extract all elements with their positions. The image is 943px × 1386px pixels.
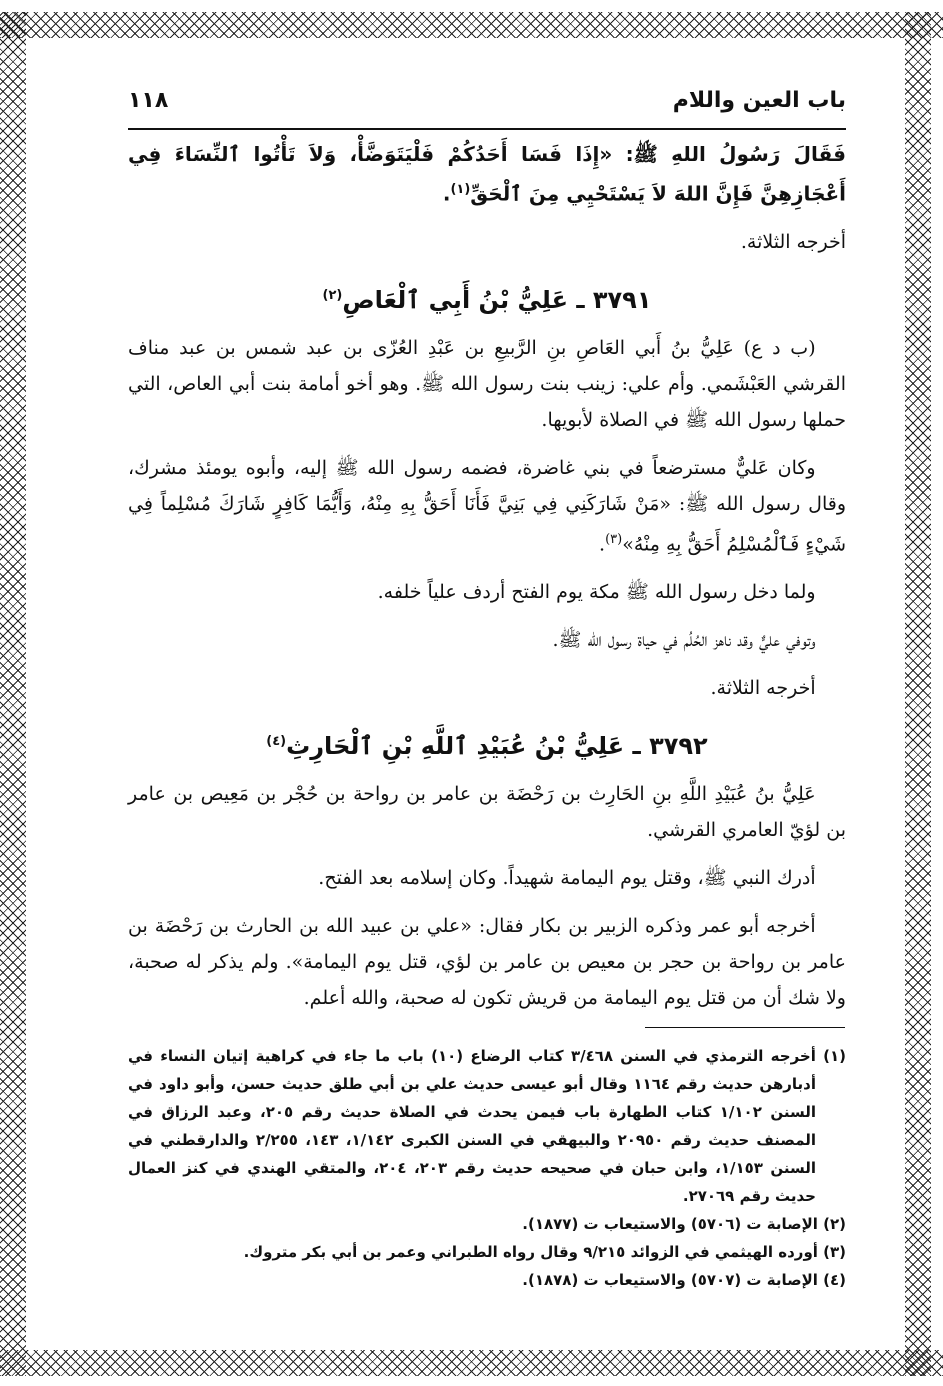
entry-3791-paragraph-4: وتوفي عليٌّ وقد ناهز الحُلُم في حياة رسول الله ﷺ. <box>552 628 816 651</box>
chapter-title: باب العين واللام <box>672 88 846 113</box>
border-left <box>0 12 26 1376</box>
footnote-ref-3: (٣) <box>605 531 623 547</box>
footnote-4: (٤) الإصابة ت (٥٧٠٧) والاستيعاب ت (١٨٧٨). <box>522 1271 846 1289</box>
entry-3791-source: أخرجه الثلاثة. <box>710 676 816 699</box>
page-content <box>128 88 846 1016</box>
page-number: ١١٨ <box>128 88 169 113</box>
footnotes <box>128 1042 846 1294</box>
entry-3791-paragraph-3: ولما دخل رسول الله ﷺ مكة يوم الفتح أردف علياً خلفه. <box>377 580 816 603</box>
intro-source: أخرجه الثلاثة. <box>740 230 846 253</box>
border-top <box>0 12 943 38</box>
footnote-separator <box>645 1027 845 1028</box>
entry-title-3791: ٣٧٩١ ـ عَلِيُّ بْنُ أَبِي ٱلْعَاصِ$^{(٢)}$ <box>322 285 652 314</box>
border-bottom <box>0 1350 943 1376</box>
footnote-ref-4: (٤) <box>266 733 287 749</box>
entry-3792-paragraph-1: عَلِيُّ بنُ عُبَيْدِ اللَّهِ بنِ الحَارِث بن رَحْضَة بن عامر بن رواحة بن حُجْر بن مَعِيص بن عامر بن لؤيّ العامري القرشي. <box>128 782 846 841</box>
intro-hadith: فَقَالَ رَسُولُ اللهِ ﷺ: «إِذَا فَسَا أَحَدُكُمْ فَلْيَتَوَضَّأْ، وَلاَ تَأْتُوا ٱلنِّسَاءَ فِي أَعْجَازِهِنَّ فَإِنَّ اللهَ لاَ يَسْتَحْيِي مِنَ ٱلْحَقِّ$^{(١)}$. <box>128 142 846 206</box>
entry-3791-paragraph-1: (ب د ع) عَلِيُّ بنُ أَبي العَاصِ بنِ الرَّبيعِ بن عَبْدِ العُزّى بن عبد شمس بن عبد مناف القرشي العَبْشَمي. وأم علي: زينب بنت رسول الله ﷺ. وهو أخو أمامة بنت أبي العاص، التي حملها رسول الله ﷺ في الصلاة لأبويها. <box>128 336 846 431</box>
page-header <box>128 88 846 130</box>
footnote-ref-2: (٢) <box>322 287 343 303</box>
footnote-ref-1: (١) <box>450 182 471 197</box>
footnote-2: (٢) الإصابة ت (٥٧٠٦) والاستيعاب ت (١٨٧٧). <box>522 1215 846 1233</box>
border-right <box>905 12 931 1376</box>
footnote-3: (٣) أورده الهيثمي في الزوائد ٩/٢١٥ وقال رواه الطبراني وعمر بن أبي بكر متروك. <box>243 1243 846 1261</box>
entry-3792-paragraph-3: أخرجه أبو عمر وذكره الزبير بن بكار فقال: «علي بن عبيد الله بن الحارث بن رَحْضَة بن عامر بن رواحة بن حجر بن معيص بن عامر بن لؤي، قتل يوم اليمامة». ولم يذكر له صحبة، ولا شك أن من قتل يوم اليمامة من قريش تكون له صحبة، والله أعلم. <box>128 914 846 1009</box>
entry-3792-paragraph-2: أدرك النبي ﷺ، وقتل يوم اليمامة شهيداً. وكان إسلامه بعد الفتح. <box>318 866 816 889</box>
footnote-1: (١) أخرجه الترمذي في السنن ٣/٤٦٨ كتاب الرضاع (١٠) باب ما جاء في كراهية إتيان النساء في أدبارهن حديث رقم ١١٦٤ وقال أبو عيسى حديث علي بن أبي طلق حديث حسن، وأبو داود في السنن ١/١٠٢ كتاب الطهارة باب فيمن يحدث في الصلاة حديث رقم ٢٠٥، وعبد الرزاق في المصنف حديث رقم ٢٠٩٥٠ والبيهقي في السنن الكبرى ١/١٤٢، ١٤٣، ٢/٢٥٥ والدارقطني في السنن ١/١٥٣، وابن حبان في صحيحه حديث رقم ٢٠٣، ٢٠٤، والمتقي الهندي في كنز العمال حديث رقم ٢٧٠٦٩. <box>128 1047 847 1205</box>
entry-3791-paragraph-2: وكان عَليٌّ مسترضعاً في بني غاضرة، فضمه رسول الله ﷺ إليه، وأبوه يومئذ مشرك، وقال رسول الله ﷺ: «مَنْ شَارَكَنِي فِي بَنِيَّ فَأَنَا أَحَقُّ بِهِ مِنْهُ، وَأَيُّمَا كَافِرٍ شَارَكَ مُسْلِماً فِي شَيْءٍ فَٱلْمُسْلِمُ أَحَقُّ بِهِ مِنْهُ»$^{(٣)}$. <box>128 456 846 555</box>
entry-title-3792: ٣٧٩٢ ـ عَلِيُّ بْنُ عُبَيْدِ ٱللَّهِ بْنِ ٱلْحَارِثِ$^{(٤)}$ <box>266 731 708 760</box>
